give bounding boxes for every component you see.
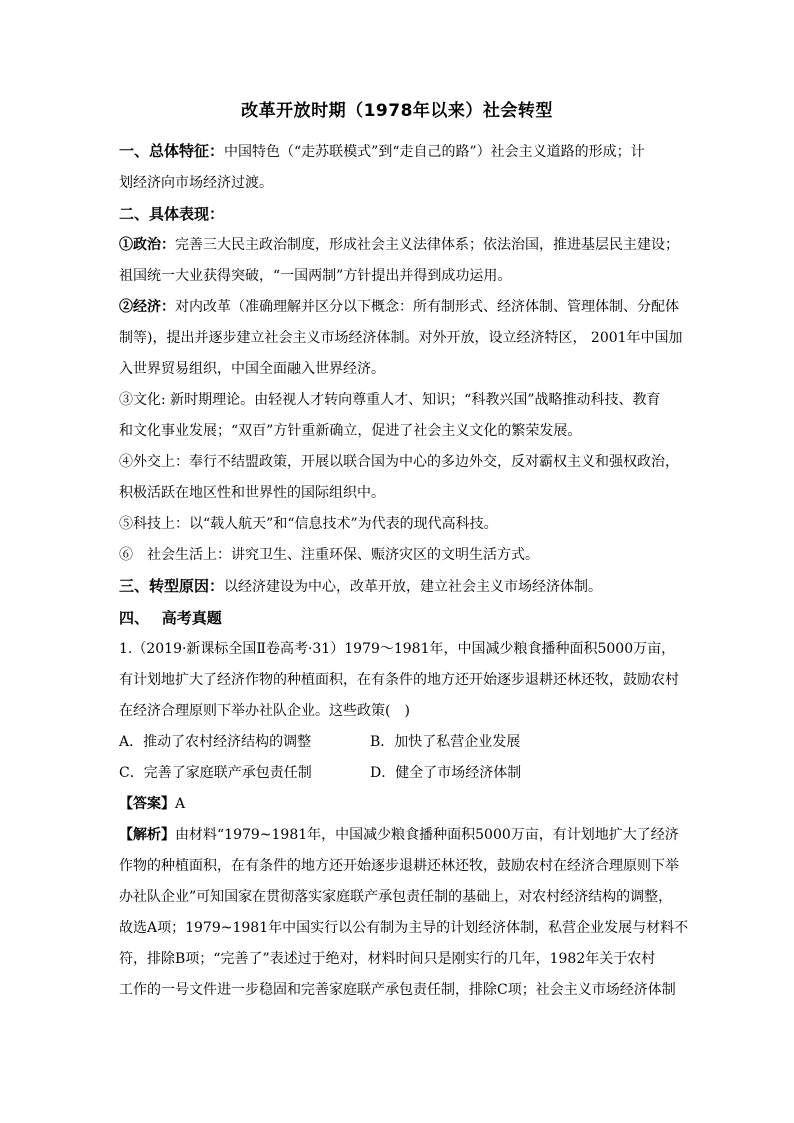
option-c: C．完善了家庭联产承包责任制: [119, 765, 312, 781]
option-d: D．健全了市场经济体制: [370, 765, 522, 781]
politics-line-1: 完善三大民主政治制度，形成社会主义法律体系；依法治国，推进基层民主建设；: [175, 237, 679, 253]
culture-line-1: ③文化: 新时期理论。由轻视人才转向尊重人才、知识；“科教兴国”战略推动科技、教育: [119, 392, 661, 408]
economy-lead: ②经济：: [119, 299, 175, 315]
answer-label: 【答案】: [119, 796, 175, 812]
options-row-2: [119, 758, 675, 789]
analysis-line-6: 工作的一号文件进一步稳固和完善家庭联产承包责任制，排除C项；社会主义市场经济体制: [119, 982, 676, 998]
answer-line: [119, 789, 675, 820]
politics-line-2: 祖国统一大业获得突破，“一国两制”方针提出并得到成功运用。: [119, 268, 512, 284]
answer-value: A: [175, 796, 186, 812]
question-1-line-1: 1.（2019·新课标全国Ⅱ卷高考·31）1979～1981年，中国减少粮食播种面积5000万亩，: [119, 641, 676, 657]
economy-paragraph: [119, 292, 679, 323]
politics-paragraph: [119, 230, 679, 261]
section-heading-2: 二、具体表现：: [119, 205, 225, 223]
overall-features-line-2: 划经济向市场经济过渡。: [119, 175, 273, 191]
economy-line-1: 对内改革（准确理解并区分以下概念：所有制形式、经济体制、管理体制、分配体: [175, 299, 679, 315]
analysis-text-1: 由材料“1979~1981年，中国减少粮食播种面积5000万亩，有计划地扩大了经济: [175, 827, 679, 843]
section-heading-1: 一、总体特征：: [119, 142, 225, 160]
transition-reason: [119, 571, 675, 603]
section-heading-3: 三、转型原因：: [119, 577, 225, 595]
question-1-line-2: 有计划地扩大了经济作物的种植面积，在有条件的地方还开始逐步退耕还林还牧，鼓励农村: [119, 672, 679, 688]
analysis-line-2: 作物的种植面积，在有条件的地方还开始逐步退耕还林还牧，鼓励农村在经济合理原则下举: [119, 858, 679, 874]
question-1-line-3: 在经济合理原则下举办社队企业。这些政策( ): [119, 703, 410, 719]
analysis-line-4: 故选A项；1979~1981年中国实行以公有制为主导的计划经济体制，私营企业发展与材料不: [119, 920, 689, 936]
politics-lead: ①政治：: [119, 237, 175, 253]
options-row-1: [119, 727, 675, 758]
diplomacy-line-1: ④外交上：奉行不结盟政策，开展以联合国为中心的多边外交，反对霸权主义和强权政治，: [119, 454, 679, 470]
diplomacy-line-2: 积极活跃在地区性和世界性的国际组织中。: [119, 485, 385, 501]
economy-line-3: 入世界贸易组织，中国全面融入世界经济。: [119, 361, 385, 377]
social-life-line: ⑥ 社会生活上：讲究卫生、注重环保、赈济灾区的文明生活方式。: [119, 547, 539, 563]
page-title: 改革开放时期（1978年以来）社会转型: [241, 101, 553, 121]
document-body: [119, 136, 689, 1006]
option-b: B．加快了私营企业发展: [370, 734, 521, 750]
overall-features-line-1: 中国特色（“走苏联模式”到“走自己的路”）社会主义道路的形成；计: [224, 144, 645, 160]
tech-line: ⑤科技上：以“载人航天”和“信息技术”为代表的现代高科技。: [119, 516, 498, 532]
analysis-label: 【解析】: [119, 827, 175, 843]
analysis-line-3: 办社队企业”可知国家在贯彻落实家庭联产承包责任制的基础上，对农村经济结构的调整，: [119, 889, 673, 905]
overall-features: [119, 136, 675, 168]
option-a: A．推动了农村经济结构的调整: [119, 734, 312, 750]
section-heading-4: 四、 高考真题: [119, 609, 222, 627]
economy-line-2: 制等)，提出并逐步建立社会主义市场经济体制。对外开放，设立经济特区， 2001年中国加: [119, 330, 683, 346]
analysis-line-1: [119, 820, 679, 851]
transition-reason-text: 以经济建设为中心，改革开放，建立社会主义市场经济体制。: [224, 579, 603, 595]
analysis-line-5: 符，排除B项；“完善了”表述过于绝对，材料时间只是刚实行的几年，1982年关于农村: [119, 951, 656, 967]
culture-line-2: 和文化事业发展；“双百”方针重新确立，促进了社会主义文化的繁荣发展。: [119, 423, 582, 439]
